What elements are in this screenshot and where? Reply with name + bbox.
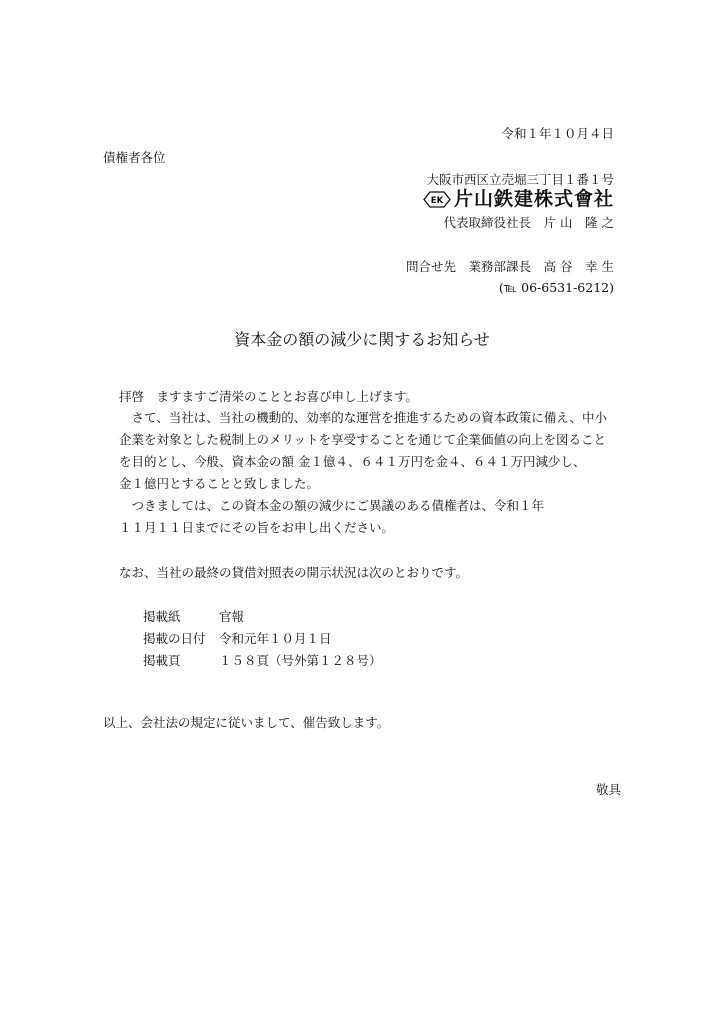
closing-salutation: 敬具	[595, 782, 621, 797]
contact-line: 問合せ先 業務部課長 高 谷 幸 生	[406, 259, 614, 274]
body-paragraph-line: を目的とし、今般、資本金の額 金１億４、６４１万円を金４、６４１万円減少し、	[119, 454, 586, 469]
closing-line: 以上、会社法の規定に従いまして、催告致します。	[103, 715, 390, 730]
company-logo-text: EK	[430, 195, 444, 206]
publication-row	[143, 609, 244, 625]
representative-line: 代表取締役社長 片 山 隆 之	[443, 215, 614, 230]
recipient-line: 債権者各位	[103, 150, 166, 165]
body-paragraph-line: 金１億円とすることと致しました。	[119, 476, 320, 491]
company-logo-icon	[423, 191, 451, 208]
publication-row	[143, 631, 332, 647]
company-address: 大阪市西区立売堀三丁目１番１号	[426, 172, 614, 187]
publication-value: 官報	[219, 609, 245, 624]
body-paragraph-line: さて、当社は、当社の機動的、効率的な運営を推進するための資本政策に備え、中小	[119, 410, 608, 425]
publication-row	[143, 653, 382, 669]
body-paragraph-line: １１月１１日までにその旨をお申し出ください。	[119, 520, 395, 535]
body-paragraph-line: つきましては、この資本金の額の減少にご異議のある債権者は、令和１年	[119, 498, 545, 513]
publication-value: 令和元年１０月１日	[219, 631, 332, 646]
body-paragraph-line: 企業を対象とした税制上のメリットを享受することを通じて企業価値の向上を図ること	[119, 432, 607, 447]
body-paragraph-line: 拝啓 ますますご清栄のこととお喜び申し上げます。	[119, 389, 419, 404]
company-name: 片山鉄建株式會社	[453, 188, 614, 210]
body-paragraph-line: なお、当社の最終の貸借対照表の開示状況は次のとおりです。	[119, 565, 469, 580]
publication-label: 掲載紙	[143, 609, 181, 624]
publication-label: 掲載の日付	[143, 631, 206, 646]
notice-title: 資本金の額の減少に関するお知らせ	[234, 330, 490, 349]
company-signature	[423, 188, 614, 210]
publication-label: 掲載頁	[143, 653, 181, 668]
publication-value: １５８頁（号外第１２８号）	[219, 653, 382, 668]
document-date: 令和１年１０月４日	[501, 126, 614, 141]
phone-number: (℡ 06-6531-6212)	[498, 280, 614, 295]
